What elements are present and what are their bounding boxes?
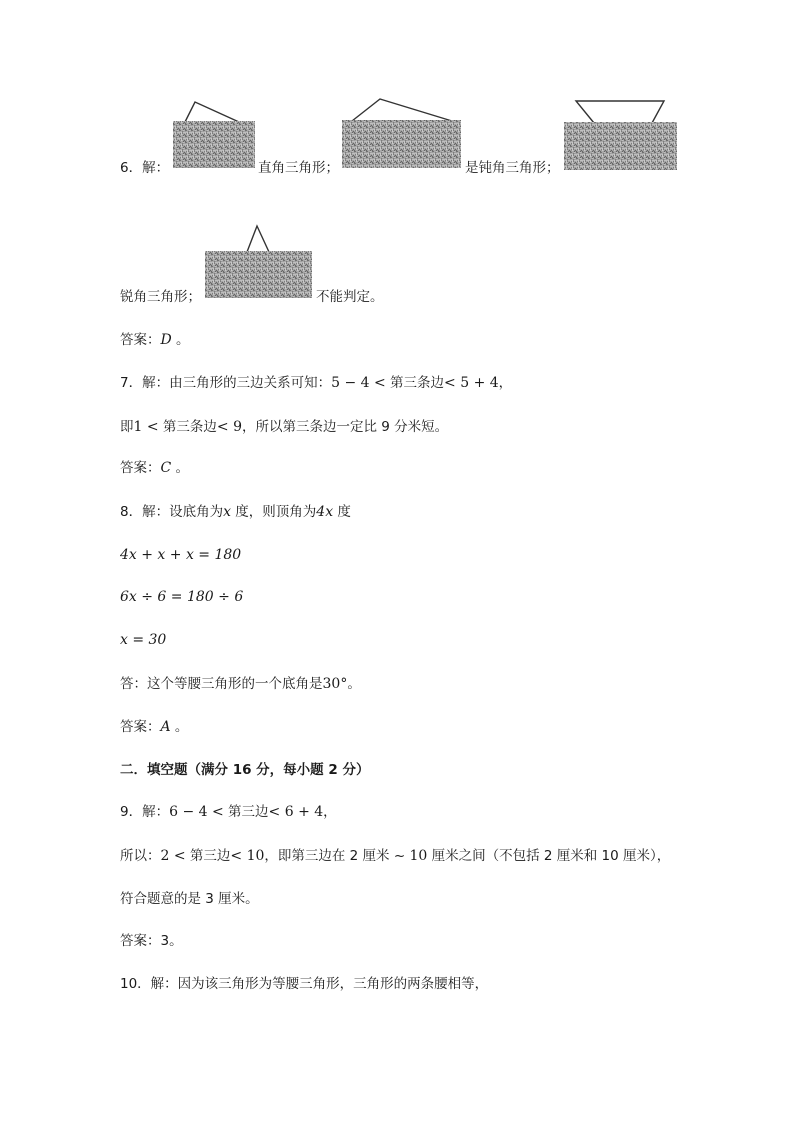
q6-prefix: 6．解： [120,160,170,176]
q9-line-3: 符合题意的是 3 厘米。 [120,891,259,907]
q7-line-1 [120,373,512,393]
answer-end: 。 [175,460,190,476]
q8-end: 度 [333,504,351,520]
q8-conclusion-end: 。 [347,676,361,692]
q8-equation-3: x = 30 [120,632,167,648]
q10-line-1: 10．解：因为该三角形为等腰三角形，三角形的两条腰相等， [120,976,489,992]
q9-line-1 [120,802,337,822]
q9-line2-mid: 第三边 [189,848,231,864]
q9-expr-right: < 6 + 4 [268,804,324,820]
q9-line2-n3: 10 [409,848,428,864]
q7-line2-n1: 1 < [133,419,159,435]
q9-line2-a: 所以： [120,848,161,864]
q8-conclusion [120,674,361,694]
q7-line2-rest: ，所以第三条边一定比 9 分米短。 [241,419,449,435]
q7-line2-mid: 第三条边 [162,419,217,435]
figure-right-triangle [173,100,255,168]
q8-var-x: x [223,504,231,520]
section-heading: 二．填空题（满分 16 分，每小题 2 分） [120,762,370,778]
q7-answer [120,458,189,478]
answer-value: C [160,460,172,476]
answer-value: D [160,332,172,348]
q8-mid: 度，则顶角为 [231,504,317,520]
answer-label: 答案： [120,719,161,735]
q7-mid: 第三条边 [390,375,445,391]
q9-line-2 [120,846,670,866]
q7-line2-n2: < 9 [216,419,242,435]
q8-equation-2: 6x ÷ 6 = 180 ÷ 6 [120,589,244,605]
q9-answer: 答案：3。 [120,933,183,949]
answer-label: 答案： [120,460,161,476]
q7-expr-left: 5 − 4 < [331,375,386,391]
q6-line-1 [0,0,800,180]
answer-end: 。 [176,332,190,348]
q7-end: ， [498,375,513,391]
q7-expr-right: < 5 + 4 [444,375,499,391]
answer-value: A [160,719,171,735]
q9-mid: 第三边 [228,804,269,820]
q7-line-2 [120,417,448,437]
answer-label: 答案： [120,332,161,348]
q6-label-right: 直角三角形； [258,160,339,176]
q6-label-obtuse: 是钝角三角形； [465,160,560,176]
q9-line2-n1: 2 < [160,848,186,864]
figure-occluded-triangle [564,98,677,170]
q6-label-undetermined: 不能判定。 [316,289,384,305]
q9-line2-rest-b: 厘米之间（不包括 2 厘米和 10 厘米）， [427,848,671,864]
q8-var-4x: 4x [316,504,334,520]
q8-conclusion-value: 30° [322,676,348,692]
q8-equation-1: 4x + x + x = 180 [120,547,242,563]
q6-label-acute: 锐角三角形； [120,289,201,305]
q9-expr-left: 6 − 4 < [169,804,224,820]
figure-acute-triangle [205,224,312,298]
q6-answer [120,330,190,350]
q9-line2-rest-a: ，即第三边在 2 厘米 ~ [264,848,410,864]
q8-conclusion-text: 答：这个等腰三角形的一个底角是 [120,676,323,692]
answer-end: 。 [174,719,189,735]
q9-line2-n2: < 10 [230,848,265,864]
q7-prefix: 7．解：由三角形的三边关系可知： [120,375,332,391]
q8-answer [120,717,188,737]
q9-end: ， [323,804,337,820]
q8-line-1 [120,502,351,522]
q7-line2-a: 即 [120,419,134,435]
q8-prefix: 8．解：设底角为 [120,504,224,520]
q9-prefix: 9．解： [120,804,170,820]
figure-obtuse-triangle [342,97,461,168]
